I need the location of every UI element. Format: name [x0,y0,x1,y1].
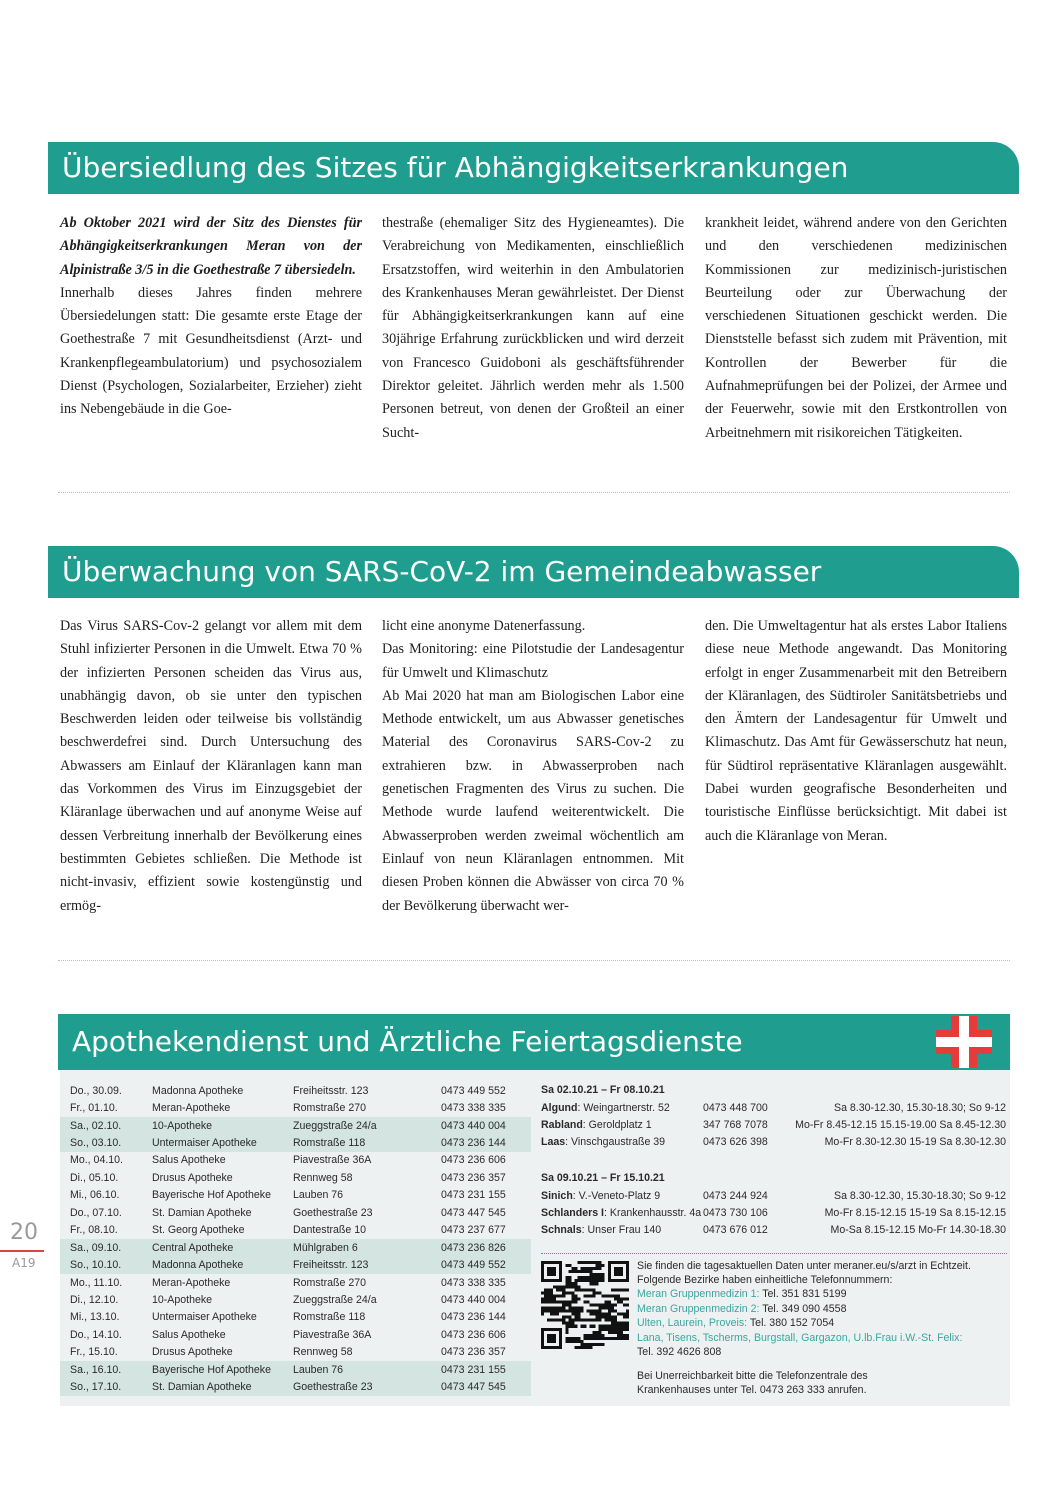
doctor-address: : Krankenhausstr. 4a [604,1207,702,1219]
section-title-banner [48,546,1019,598]
doctor-address: : V.-Veneto-Platz 9 [572,1190,661,1202]
pharmacy-phone: 0473 449 552 [441,1084,506,1097]
pharmacy-street: Piavestraße 36A [293,1328,372,1341]
pharmacy-name: Salus Apotheke [152,1328,226,1341]
district-phone: Tel. 380 152 7054 [747,1317,835,1329]
pharmacy-street: Piavestraße 36A [293,1154,372,1167]
section-title-banner [58,1014,1010,1070]
pharmacy-row [60,1204,531,1221]
district-name: Ulten, Laurein, Proveis: [637,1317,748,1329]
pharmacy-phone: 0473 447 545 [441,1378,531,1395]
pharmacy-row [60,1222,531,1239]
pharmacy-name: Meran-Apotheke [152,1102,231,1115]
section-divider [58,492,1010,493]
pharmacy-name: Central Apotheke [152,1239,293,1256]
pharmacy-street: Goethestraße 23 [293,1206,373,1219]
doctor-phone: 0473 730 106 [703,1207,768,1219]
pharmacy-street: Romstraße 118 [293,1311,366,1324]
pharmacy-date: So., 10.10. [60,1256,152,1273]
district-name: Lana, Tisens, Tscherms, Burgstall, Gargazon, U.lb.Frau i.W.-St. Felix: [637,1332,963,1344]
pharmacy-street: Lauben 76 [293,1189,344,1202]
doctor-place: Laas [541,1136,566,1148]
district-name: Meran Gruppenmedizin 1: [637,1288,760,1300]
pharmacy-street: Freiheitsstr. 123 [293,1256,441,1273]
section-title-banner [48,142,1019,194]
pharmacy-date: Sa., 09.10. [60,1239,152,1256]
pharmacy-row [60,1361,531,1378]
doctor-place: Algund [541,1102,578,1114]
pharmacy-name: Drusus Apotheke [152,1346,233,1359]
doctor-address: : Unser Frau 140 [581,1224,662,1236]
article-column [60,615,362,918]
info-divider [541,1253,1007,1254]
info-text: Sie finden die tagesaktuellen Daten unter meraner.eu/s/arzt in Echtzeit. [637,1260,971,1272]
pharmacy-phone: 0473 231 155 [441,1361,531,1378]
pharmacy-row [60,1169,531,1186]
doctor-phone: 0473 626 398 [703,1136,768,1148]
doctor-location [541,1207,701,1219]
pharmacy-date: Fr., 08.10. [70,1224,118,1237]
page-code: A19 [12,1256,36,1270]
info-footer: Krankenhauses unter Tel. 0473 263 333 anrufen. [637,1384,867,1396]
pharmacy-row [60,1291,531,1308]
page-number: 20 [10,1220,38,1245]
doctor-hours: Mo-Sa 8.15-12.15 Mo-Fr 14.30-18.30 [830,1224,1006,1236]
pharmacy-name: Meran-Apotheke [152,1276,231,1289]
pharmacy-phone: 0473 447 545 [441,1206,506,1219]
pharmacy-row [60,1117,531,1134]
pharmacy-phone: 0473 236 826 [441,1239,531,1256]
qr-code [541,1261,629,1349]
doctor-phone: 0473 676 012 [703,1224,768,1236]
district-phone: Tel. 351 831 5199 [759,1288,847,1300]
doctor-phone: 0473 244 924 [703,1190,768,1202]
pharmacy-name: St. Damian Apotheke [152,1378,293,1395]
pharmacy-name: Madonna Apotheke [152,1256,293,1273]
pharmacy-phone: 0473 236 144 [441,1311,506,1324]
article-text: krankheit leidet, während andere von den Gerichten und den verschiedenen medizinischen Kommissionen zur medizinisch-juristischen Beurteilung oder zur Überwachung der verschiedenen Situationen geschickt werden. Die Dienststelle befasst sich zudem mit Prävention, mit Kontrollen der Bewerber für die Aufnahmeprüfungen bei der Polizei, der Armee und der Feuerwehr, sowie mit den Erstkontrollen von Arbeitnehmern mit risikoreichen Tätigkeiten. [705,215,1007,441]
article-column [60,212,362,422]
pharmacy-name: Salus Apotheke [152,1154,226,1167]
pharmacy-table [60,1082,531,1396]
article-column [705,212,1007,445]
medical-cross-icon [936,1016,992,1068]
pharmacy-date: Sa., 02.10. [60,1117,152,1134]
pharmacy-row [60,1256,531,1273]
week-title: Sa 02.10.21 – Fr 08.10.21 [541,1084,665,1096]
doctor-hours: Sa 8.30-12.30, 15.30-18.30; So 9-12 [834,1102,1006,1114]
pharmacy-row [60,1152,531,1169]
pharmacy-phone: 0473 440 004 [441,1117,531,1134]
pharmacy-street: Zueggstraße 24/a [293,1293,377,1306]
pharmacy-row [60,1274,531,1291]
pharmacy-row [60,1082,531,1099]
article-column [382,615,684,918]
doctor-phone: 347 768 7078 [703,1119,768,1131]
section-divider [58,960,1010,961]
pharmacy-date: Mo., 11.10. [70,1276,123,1289]
pharmacy-street: Rennweg 58 [293,1346,353,1359]
pharmacy-phone: 0473 449 552 [441,1256,531,1273]
doctor-place: Rabland [541,1119,583,1131]
section-title: Überwachung von SARS-CoV-2 im Gemeindeabwasser [62,555,822,588]
article-text: Das Virus SARS-Cov-2 gelangt vor allem mit dem Stuhl infizierter Personen in die Umwelt. Etwa 70 % der infizierten Personen scheiden das Virus aus, unabhängig davon, ob sie unter den typischen Beschwerden leiden oder teilweise bis vollständig beschwerdefrei sind. Durch Untersuchung des Abwassers am Einlauf der Kläranlagen kann man das Vorkommen des Virus im Einzugsgebiet der Kläranlage überwachen und auf anonyme Weise auf dessen Verbreitung innerhalb der Bevölkerung eines bestimmten Gebietes schließen. Die Methode ist nicht-invasiv, effizient sowie kostengünstig und ermög- [60,618,362,914]
pharmacy-date: Fr., 01.10. [70,1102,118,1115]
pharmacy-date: Do., 30.09. [70,1084,122,1097]
district-line [637,1303,846,1315]
pharmacy-row [60,1134,531,1151]
pharmacy-phone: 0473 236 606 [441,1154,506,1167]
doctor-hours: Mo-Fr 8.30-12.30 15-19 Sa 8.30-12.30 [824,1136,1006,1148]
pharmacy-name: St. Damian Apotheke [152,1206,252,1219]
pharmacy-street: Romstraße 270 [293,1102,367,1115]
section-title: Apothekendienst und Ärztliche Feiertagsdienste [72,1025,743,1058]
district-name: Meran Gruppenmedizin 2: [637,1302,760,1315]
pharmacy-name: Drusus Apotheke [152,1171,233,1184]
doctor-address: : Geroldplatz 1 [582,1119,652,1131]
doctor-location [541,1190,660,1202]
pharmacy-date: Mi., 06.10. [70,1189,120,1202]
pharmacy-name: St. Georg Apotheke [152,1224,245,1237]
doctor-place: Schlanders I [541,1207,604,1219]
article-subheading: Das Monitoring: eine Pilotstudie der Landesagentur für Umwelt und Klimaschutz [382,641,684,681]
doctor-place: Sinich [541,1190,573,1202]
pharmacy-row [60,1187,531,1204]
pharmacy-street: Zueggstraße 24/a [293,1117,441,1134]
doctor-place: Schnals [541,1224,582,1236]
pharmacy-date: Mi., 13.10. [70,1311,120,1324]
article-text: thestraße (ehemaliger Sitz des Hygieneamtes). Die Verabreichung von Medikamenten, einschließlich Ersatzstoffen, wird weiterhin in den Ambulatorien des Krankenhauses Meran gewährleistet. Der Dienst für Abhängigkeitserkrankungen kann auf eine 30jährige Erfahrung zurückblicken und wird derzeit von Francesco Guidoboni als geschäftsführender Direktor geleitet. Jährlich werden mehr als 1.500 Personen betreut, von denen der Großteil an einer Sucht- [382,215,684,441]
pharmacy-phone: 0473 237 677 [441,1224,506,1237]
pharmacy-row [60,1326,531,1343]
article-text: Innerhalb dieses Jahres finden mehrere Übersiedelungen statt: Die gesamte erste Etage der Goethestraße 7 mit Gesundheitsdienst (Arzt- und Krankenpflegeambulatorium) und psychosozialem Dienst (Psychologen, Sozialarbeiter, Erzieher) zieht ins Nebengebäude in die Goe- [60,284,362,418]
pharmacy-date: So., 17.10. [60,1378,152,1395]
pharmacy-phone: 0473 338 335 [441,1276,506,1289]
pharmacy-date: Di., 12.10. [70,1293,119,1306]
article-lead: Ab Oktober 2021 wird der Sitz des Dienstes für Abhängigkeitserkrankungen Meran von der Alpinistraße 3/5 in die Goethestraße 7 übersiedeln. [60,215,362,278]
pharmacy-date: So., 03.10. [60,1134,152,1151]
doctor-hours: Mo-Fr 8.45-12.15 15.15-19.00 Sa 8.45-12.30 [795,1119,1006,1131]
pharmacy-date: Fr., 15.10. [70,1346,118,1359]
pharmacy-name: Bayerische Hof Apotheke [152,1189,271,1202]
pharmacy-row [60,1239,531,1256]
pharmacy-name: Untermaiser Apotheke [152,1134,293,1151]
info-text: Folgende Bezirke haben einheitliche Telefonnummern: [637,1274,893,1286]
article-column [382,212,684,445]
pharmacy-phone: 0473 236 606 [441,1328,506,1341]
pharmacy-phone: 0473 236 144 [441,1134,531,1151]
doctor-hours: Sa 8.30-12.30, 15.30-18.30; So 9-12 [834,1190,1006,1202]
pharmacy-street: Romstraße 270 [293,1276,367,1289]
pharmacy-name: 10-Apotheke [152,1117,293,1134]
pharmacy-date: Do., 14.10. [70,1328,122,1341]
week-title: Sa 09.10.21 – Fr 15.10.21 [541,1172,665,1184]
pharmacy-street: Freiheitsstr. 123 [293,1084,369,1097]
info-footer: Bei Unerreichbarkeit bitte die Telefonzentrale des [637,1370,868,1382]
doctor-hours: Mo-Fr 8.15-12.15 15-19 Sa 8.15-12.15 [824,1207,1006,1219]
article-text: Ab Mai 2020 hat man am Biologischen Labor eine Methode entwickelt, um aus Abwasser genetisches Material des Coronavirus SARS-Cov-2 zu extrahieren bzw. in Abwasserproben nach genetischen Fragmenten des Virus zu suchen. Die Methode wurde laufend weiterentwickelt. Die Abwasserproben werden zweimal wöchentlich am Einlauf von neun Kläranlagen entnommen. Mit diesen Proben können die Abwässer von circa 70 % der Bevölkerung überwacht wer- [382,687,684,914]
pharmacy-row [60,1309,531,1326]
doctor-phone: 0473 448 700 [703,1102,768,1114]
district-phone: Tel. 392 4626 808 [637,1346,722,1358]
pharmacy-street: Rennweg 58 [293,1171,353,1184]
district-line [637,1317,834,1329]
pharmacy-street: Lauben 76 [293,1361,441,1378]
district-line [637,1288,846,1300]
doctor-location [541,1102,670,1114]
pharmacy-street: Goethestraße 23 [293,1378,441,1395]
pharmacy-row [60,1378,531,1395]
doctor-location [541,1119,652,1131]
pharmacy-name: Madonna Apotheke [152,1084,244,1097]
pharmacy-name: Bayerische Hof Apotheke [152,1361,293,1378]
article-text: licht eine anonyme Datenerfassung. [382,618,586,634]
pharmacy-street: Mühlgraben 6 [293,1239,441,1256]
doctor-location [541,1224,661,1236]
pharmacy-phone: 0473 338 335 [441,1102,506,1115]
pharmacy-date: Mo., 04.10. [70,1154,123,1167]
pharmacy-name: 10-Apotheke [152,1293,213,1306]
pharmacy-name: Untermaiser Apotheke [152,1311,257,1324]
pharmacy-phone: 0473 231 155 [441,1189,506,1202]
doctor-address: : Weingartnerstr. 52 [577,1102,670,1114]
pharmacy-row [60,1099,531,1116]
doctor-location [541,1136,665,1148]
pharmacy-date: Sa., 16.10. [60,1361,152,1378]
pharmacy-street: Dantestraße 10 [293,1224,367,1237]
article-column [705,615,1007,848]
page-number-rule [0,1250,44,1252]
pharmacy-street: Romstraße 118 [293,1134,441,1151]
article-text: den. Die Umweltagentur hat als erstes Labor Italiens diese neue Methode angewandt. Das Monitoring erfolgt in enger Zusammenarbeit mit den Betreibern der Kläranlagen, des Südtiroler Sanitätsbetriebs und den Ämtern der Landesagentur für Umwelt und Klimaschutz. Das Amt für Gewässerschutz hat neun, für Südtirol repräsentative Kläranlagen ausgewählt. Dabei wurden geografische Besonderheiten und touristische Einflüsse berücksichtigt. Mit dabei ist auch die Kläranlage von Meran. [705,618,1007,844]
pharmacy-phone: 0473 236 357 [441,1346,506,1359]
district-phone: Tel. 349 090 4558 [759,1302,847,1315]
pharmacy-row [60,1344,531,1361]
pharmacy-date: Do., 07.10. [70,1206,122,1219]
pharmacy-phone: 0473 440 004 [441,1293,506,1306]
section-title: Übersiedlung des Sitzes für Abhängigkeitserkrankungen [62,151,849,184]
pharmacy-phone: 0473 236 357 [441,1171,506,1184]
pharmacy-date: Di., 05.10. [70,1171,119,1184]
doctor-address: : Vinschgaustraße 39 [565,1136,666,1148]
